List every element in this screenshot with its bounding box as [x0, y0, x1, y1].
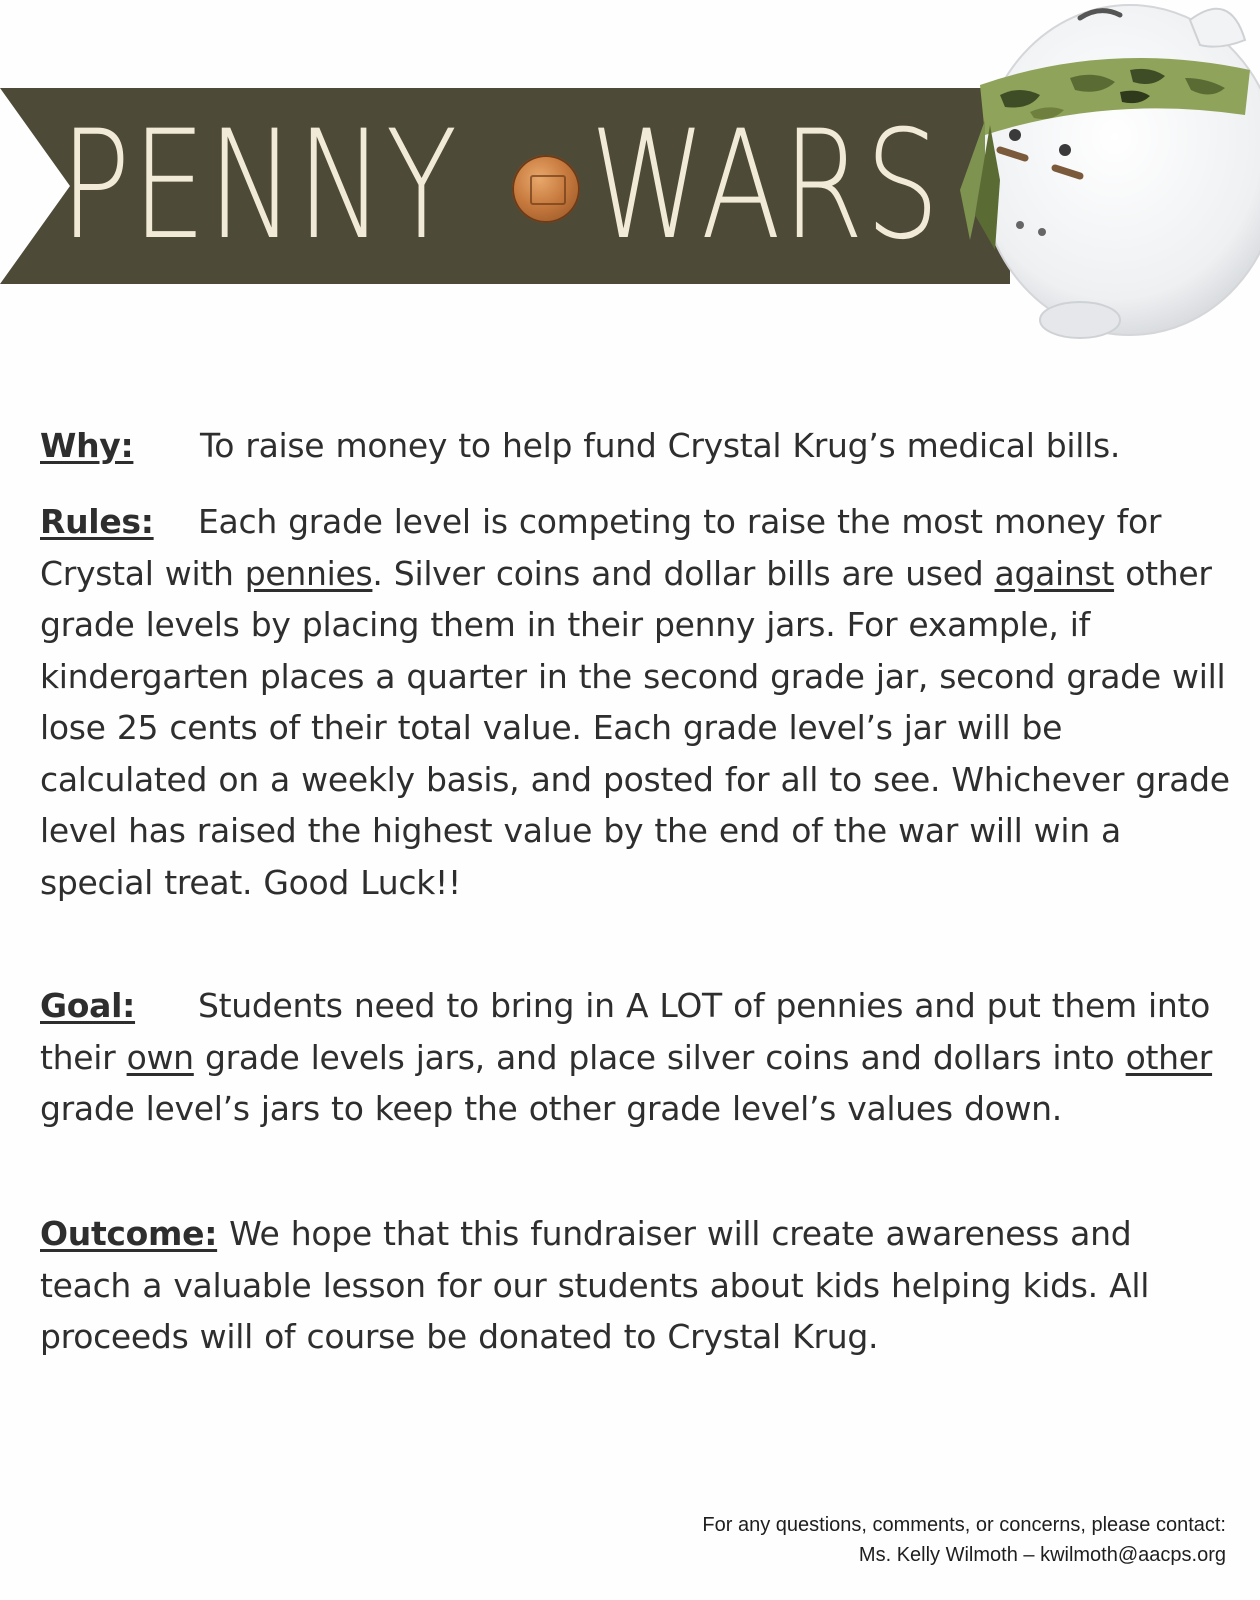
penny-coin-icon [512, 155, 580, 223]
goal-text-3: grade level’s jars to keep the other grade level’s values down. [40, 1089, 1062, 1128]
why-text: To raise money to help fund Crystal Krug’s medical bills. [200, 426, 1121, 465]
title-wars: WARS [590, 99, 942, 273]
footer-contact-line: Ms. Kelly Wilmoth – kwilmoth@aacps.org [858, 1544, 1226, 1566]
rules-underline-pennies: pennies [244, 553, 373, 593]
footer-line-1: For any questions, comments, or concerns, please contact: [702, 1514, 1226, 1536]
goal-underline-other: other [1125, 1037, 1213, 1077]
why-label: Why: [40, 426, 134, 465]
section-outcome [40, 1208, 1230, 1363]
piggy-bank-mascot-icon [960, 0, 1260, 345]
rules-label: Rules: [40, 502, 154, 541]
goal-text-1: Students need to bring in A LOT of pennies and put them into their [40, 986, 1211, 1077]
contact-footer [702, 1510, 1226, 1570]
outcome-label: Outcome: [40, 1214, 218, 1253]
goal-text-2: grade levels jars, and place silver coins and dollars into [193, 1037, 1126, 1077]
section-why [40, 420, 1230, 472]
outcome-text: We hope that this fundraiser will create awareness and teach a valuable lesson for our students about kids helping kids. All proceeds will of course be donated to Crystal Krug. [40, 1214, 1150, 1356]
goal-label: Goal: [40, 986, 136, 1025]
rules-text-1: Each grade level is competing to raise the most money for Crystal with [40, 502, 1162, 593]
goal-underline-own: own [126, 1037, 194, 1077]
section-goal [40, 980, 1230, 1135]
rules-text-3: other grade levels by placing them in their penny jars. For example, if kindergarten places a quarter in the second grade jar, second grade will lose 25 cents of their total value. Each grade level’s jar will be calculated on a weekly basis, and posted for all to see. Whichever grade level has raised the highest value by the end of the war will win a special treat. Good Luck!! [40, 553, 1230, 902]
title-penny: PENNY [60, 99, 459, 273]
rules-text-2: . Silver coins and dollar bills are used [372, 553, 995, 593]
rules-underline-against: against [994, 553, 1115, 593]
section-rules [40, 496, 1230, 908]
